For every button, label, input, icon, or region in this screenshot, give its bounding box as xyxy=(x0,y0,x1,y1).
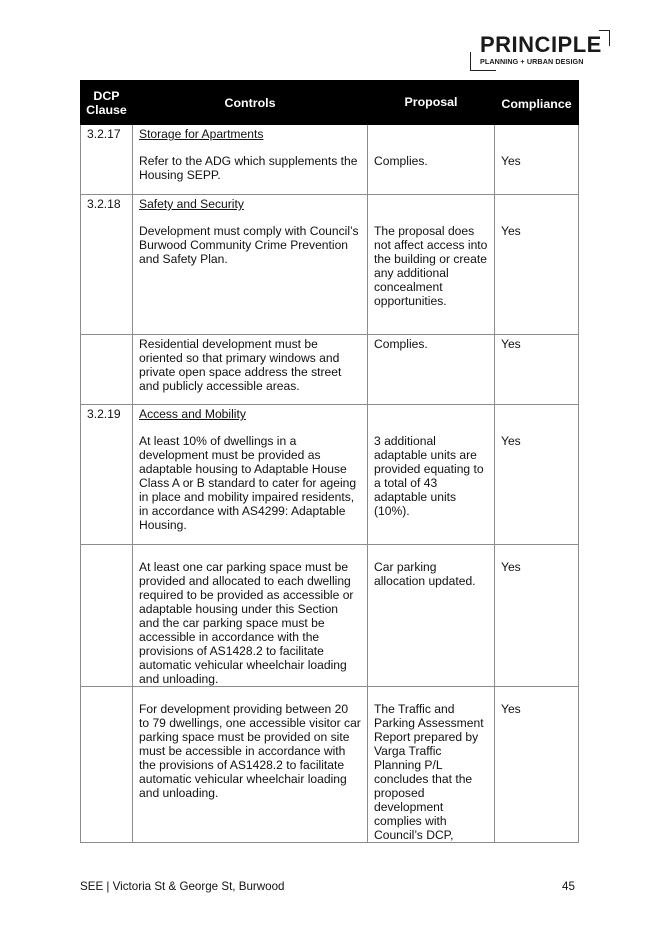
control-heading: Storage for Apartments xyxy=(139,127,264,141)
company-logo xyxy=(470,28,620,73)
column-header-clause xyxy=(81,81,133,125)
proposal-text: Complies. xyxy=(374,337,428,351)
column-header-controls: Controls xyxy=(133,81,368,125)
column-header-clause-line2: Clause xyxy=(86,102,127,117)
clause-number: 3.2.18 xyxy=(87,197,121,211)
clause-number xyxy=(81,687,132,689)
column-header-compliance: Compliance xyxy=(495,81,579,125)
clause-number: 3.2.17 xyxy=(87,127,121,141)
control-text: Refer to the ADG which supplements the Housing SEPP. xyxy=(139,154,358,182)
table-row xyxy=(81,335,579,405)
table-row xyxy=(81,405,579,545)
table-row xyxy=(81,545,579,687)
proposal-text: Car parking allocation updated. xyxy=(374,560,476,588)
clause-number: 3.2.19 xyxy=(87,407,121,421)
control-text: At least one car parking space must be provided and allocated to each dwelling required to be provided as accessible or adaptable housing under this Section and the car parking space must be accessible in accordance with the provisions of AS1428.2 to facilitate automatic vehicular wheelchair loading and unloading. xyxy=(139,560,354,686)
compliance-status: Yes xyxy=(501,337,521,351)
control-text: Development must comply with Council’s Burwood Community Crime Prevention and Safety Plan. xyxy=(139,224,359,266)
proposal-text: The Traffic and Parking Assessment Report prepared by Varga Traffic Planning P/L concludes that the proposed development complies with Council’s DCP, xyxy=(374,702,484,842)
footer-page-number: 45 xyxy=(562,880,575,893)
dcp-compliance-table xyxy=(80,80,579,843)
proposal-text: 3 additional adaptable units are provided equating to a total of 43 adaptable units (10%). xyxy=(374,434,484,518)
table-row xyxy=(81,195,579,335)
logo-subtitle: PLANNING + URBAN DESIGN xyxy=(480,57,584,66)
control-text: Residential development must be oriented so that primary windows and private open space address the street and publicly accessible areas. xyxy=(139,337,342,393)
clause-number xyxy=(81,335,132,337)
compliance-status: Yes xyxy=(501,560,521,574)
control-heading: Safety and Security xyxy=(139,197,244,211)
control-text: At least 10% of dwellings in a development must be provided as adaptable housing to Adaptable House Class A or B standard to cater for ageing in place and mobility impaired residents, in accordance with AS4299: Adaptable Housing. xyxy=(139,434,357,532)
proposal-text: The proposal does not affect access into the building or create any additional concealment opportunities. xyxy=(374,224,488,308)
control-heading: Access and Mobility xyxy=(139,407,246,421)
column-header-proposal: Proposal xyxy=(368,81,495,125)
compliance-status: Yes xyxy=(501,224,521,238)
footer-document-title: SEE | Victoria St & George St, Burwood xyxy=(80,880,285,893)
proposal-text: Complies. xyxy=(374,154,428,168)
table-row xyxy=(81,125,579,195)
logo-title: PRINCIPLE xyxy=(480,32,602,57)
table-header-row xyxy=(81,81,579,125)
control-text: For development providing between 20 to 79 dwellings, one accessible visitor car parking space must be provided on site must be accessible in accordance with the provisions of AS1428.2 to facilitate automatic vehicular wheelchair loading and unloading. xyxy=(139,702,361,800)
compliance-status: Yes xyxy=(501,702,521,716)
compliance-status: Yes xyxy=(501,434,521,448)
column-header-clause-line1: DCP xyxy=(93,88,120,103)
clause-number xyxy=(81,545,132,547)
table-row xyxy=(81,687,579,843)
compliance-status: Yes xyxy=(501,154,521,168)
